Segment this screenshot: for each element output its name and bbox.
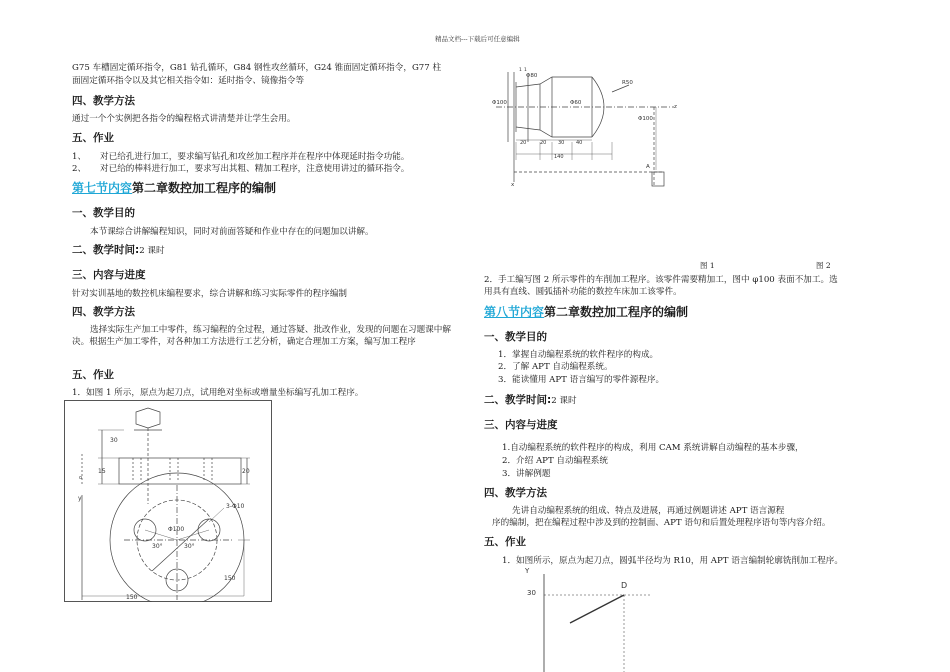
fig1-dim-3phi10: 3-Φ10 [226, 503, 245, 510]
time-8-value: 2 课时 [551, 396, 577, 406]
figure-3-drawing [520, 564, 660, 672]
intro-line-2: 面固定循环指令以及其它相关指令如：延时指令、镜像指令等 [72, 76, 305, 86]
fig2-point-a: A [646, 164, 650, 170]
goal-8-item-3: 3．能读懂用 APT 语言编写的零件源程序。 [498, 375, 665, 385]
header-note: 精品文档---下载后可任意编辑 [435, 35, 520, 43]
fig2-dim-phi100: Φ100 [492, 100, 507, 106]
content-8-item-3: 3．讲解例题 [502, 469, 551, 479]
section-8-title: 第二章数控加工程序的编制 [544, 305, 689, 319]
fig1-dim-150-right: 150 [224, 575, 236, 582]
goal-7-text: 本节课综合讲解编程知识，同时对前面答疑和作业中存在的问题加以讲解。 [90, 227, 374, 237]
fig1-dim-30deg-b: 30° [184, 543, 195, 550]
time-7-value: 2 课时 [139, 246, 165, 256]
hw2-item1: 1．如图 1 所示，原点为起刀点，试用绝对坐标或增量坐标编写孔加工程序。 [72, 388, 364, 398]
goal-8-item-2: 2．了解 APT 自动编程系统。 [498, 362, 613, 372]
content-7-text: 针对实训基地的数控机床编程要求，综合讲解和练习实际零件的程序编制 [72, 289, 348, 299]
fig2-dim-140: 140 [554, 154, 564, 160]
hw-item2-line1: 2．手工编写图 2 所示零件的车削加工程序。该零件需要精加工，图中 φ100 表面不加工。选 [484, 275, 838, 285]
fig2-dim-phi60: Φ60 [570, 100, 582, 106]
section-7-heading [72, 180, 276, 196]
hw-item2-line2: 用具有直线、圆弧插补功能的数控车床加工该零件。 [484, 287, 682, 297]
fig2-dim-40: 40 [576, 140, 583, 146]
fig1-dim-phi100: Φ100 [168, 526, 185, 533]
fig1-dim-15: 15 [98, 468, 106, 475]
fig1-axis-y: y [78, 495, 82, 502]
fig1-dim-30deg: 30° [152, 543, 163, 550]
heading-method-7: 四、教学方法 [72, 306, 135, 318]
section-7-title: 第二章数控加工程序的编制 [132, 181, 277, 195]
hw1-item2-num: 2、 [72, 164, 87, 174]
section-8-heading [484, 304, 688, 320]
fig2-dim-30: 30 [558, 140, 565, 146]
method-8-line-2: 序的编制，把在编程过程中涉及到的控制面、APT 语句和后置处理程序语句等内容介绍。 [492, 518, 831, 528]
fig2-dim-r50: R50 [622, 80, 633, 86]
fig1-axis-o: o [79, 475, 83, 481]
figure-2-drawing [484, 62, 684, 192]
hw1-item1: 对已给孔进行加工，要求编写钻孔和攻丝加工程序并在程序中体现延时指令功能。 [100, 152, 410, 162]
heading-homework-1: 五、作业 [72, 132, 114, 144]
content-8-item-1: 1.自动编程系统的软件程序的构成，利用 CAM 系统讲解自动编程的基本步骤， [502, 443, 804, 453]
fig2-dim-phi100-right: Φ100 [638, 116, 653, 122]
content-8-item-2: 2．介绍 APT 自动编程系统 [502, 456, 608, 466]
intro-line-1: G75 车槽固定循环指令，G81 钻孔循环，G84 钢性攻丝循环，G24 锥面固定循环指令，G77 柱 [72, 63, 442, 73]
figure-1-drawing [64, 400, 272, 602]
fig1-dim-150-bottom: 150 [126, 594, 138, 601]
fig3-label-d: D [621, 581, 628, 590]
heading-teaching-method-1: 四、教学方法 [72, 95, 135, 107]
figure-caption-1: 图 1 [700, 261, 715, 270]
fig1-dim-30: 30 [110, 437, 118, 444]
section-8-link[interactable]: 第八节内容 [484, 305, 545, 319]
heading-homework-8: 五、作业 [484, 536, 526, 548]
heading-method-8: 四、教学方法 [484, 487, 547, 499]
heading-goal-8: 一、教学目的 [484, 331, 547, 343]
fig2-small-a: 1 [519, 68, 522, 73]
fig1-dim-20: 20 [242, 468, 250, 475]
hw-8-item-1: 1．如图所示，原点为起刀点，圆弧半径均为 R10，用 APT 语言编制轮廓铣削加工程序。 [502, 556, 843, 566]
hw1-item1-num: 1、 [72, 152, 87, 162]
heading-time-7-label: 二、教学时间: [72, 244, 140, 256]
method-7-text: 选择实际生产加工中零件，练习编程的全过程，通过答疑、批改作业，发现的问题在习题课中解决。根据生产加工零件，对各种加工方法进行工艺分析，确定合理加工方案，编写加工程序 [72, 325, 451, 347]
method-1-text: 通过一个个实例把各指令的编程格式讲清楚并让学生会用。 [72, 114, 296, 124]
heading-time-8-label: 二、教学时间: [484, 394, 552, 406]
hw1-item2: 对已给的棒料进行加工，要求写出其粗、精加工程序，注意使用讲过的循环指令。 [100, 164, 410, 174]
goal-8-item-1: 1．掌握自动编程系统的软件程序的构成。 [498, 350, 659, 360]
fig3-axis-y: Y [525, 567, 530, 575]
heading-goal-7: 一、教学目的 [72, 207, 135, 219]
figure-caption-2: 图 2 [816, 261, 831, 270]
heading-content-8: 三、内容与进度 [484, 419, 558, 431]
fig2-axis-x: x [511, 182, 515, 188]
section-7-link[interactable]: 第七节内容 [72, 181, 133, 195]
fig2-dim-20b: 20 [540, 140, 547, 146]
heading-content-7: 三、内容与进度 [72, 269, 146, 281]
fig2-small-b: 1 [524, 68, 527, 73]
fig2-axis-z: z [674, 104, 677, 110]
heading-homework-7: 五、作业 [72, 369, 114, 381]
fig3-dim-30: 30 [527, 589, 536, 597]
heading-time-7 [72, 243, 165, 258]
fig2-dim-phi80: Φ80 [526, 73, 538, 79]
method-8-line-1: 先讲自动编程系统的组成、特点及进展，再通过例题讲述 APT 语言源程 [512, 506, 785, 516]
heading-time-8 [484, 393, 577, 408]
fig2-dim-20a: 20 [520, 140, 527, 146]
